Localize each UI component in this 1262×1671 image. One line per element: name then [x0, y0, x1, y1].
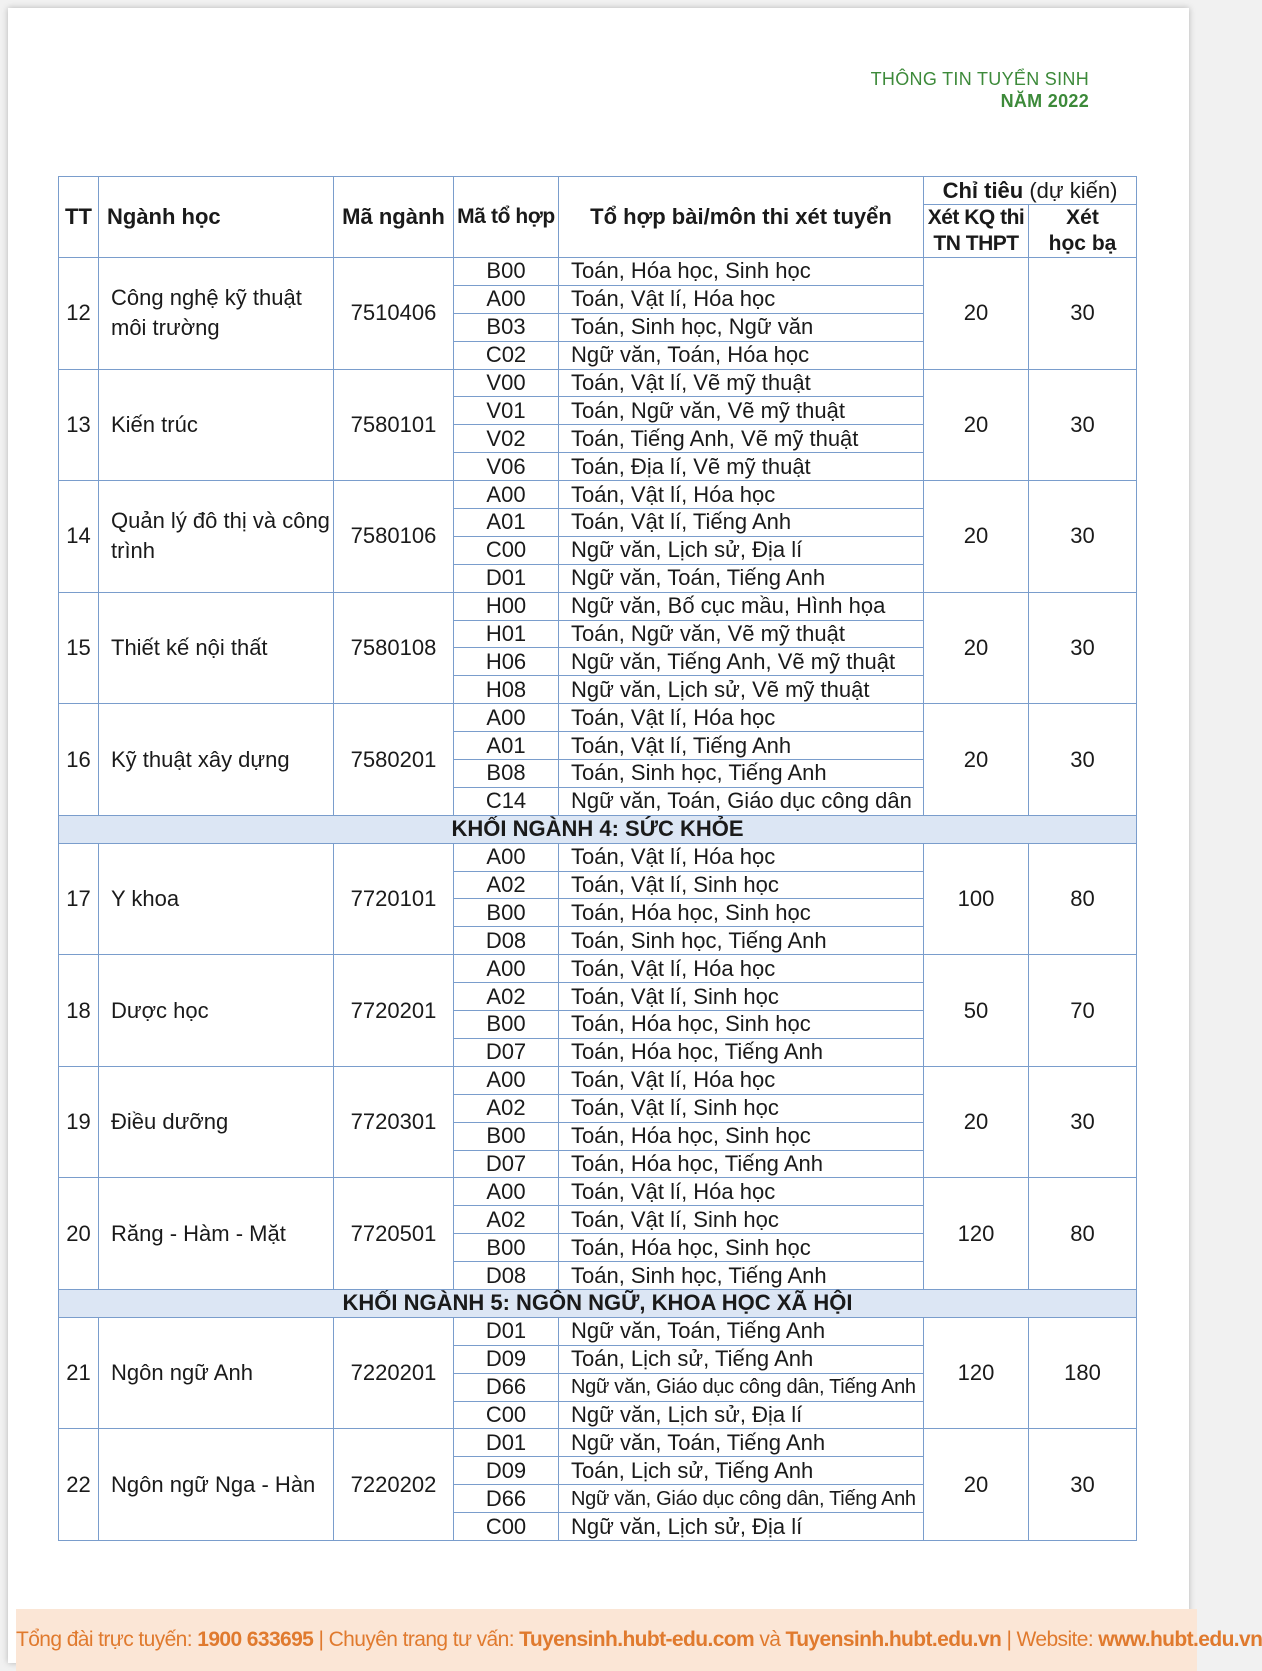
major-name: Điều dưỡng	[99, 1066, 334, 1178]
combo-subjects: Toán, Hóa học, Sinh học	[559, 258, 924, 286]
major-name: Y khoa	[99, 843, 334, 955]
combo-code: C00	[454, 536, 559, 564]
footer-site-1: Tuyensinh.hubt-edu.com	[519, 1628, 755, 1651]
exam-label-line2: TN THPT	[933, 232, 1019, 255]
combo-subjects: Toán, Vật lí, Hóa học	[559, 704, 924, 732]
major-code: 7510406	[334, 258, 454, 370]
combo-code: B00	[454, 899, 559, 927]
table-row	[59, 1178, 1137, 1206]
table-row	[59, 258, 1137, 286]
combo-subjects: Toán, Hóa học, Sinh học	[559, 1234, 924, 1262]
section-title: KHỐI NGÀNH 4: SỨC KHỎE	[59, 815, 1137, 843]
combo-subjects: Ngữ văn, Toán, Tiếng Anh	[559, 564, 924, 592]
table-row	[59, 1066, 1137, 1094]
combo-code: H06	[454, 648, 559, 676]
combo-code: B00	[454, 1011, 559, 1039]
combo-code: C14	[454, 787, 559, 815]
quota-transcript: 30	[1029, 1066, 1137, 1178]
header-title: THÔNG TIN TUYỂN SINH	[870, 69, 1089, 89]
quota-transcript: 30	[1029, 369, 1137, 481]
combo-subjects: Ngữ văn, Giáo dục công dân, Tiếng Anh	[559, 1373, 924, 1401]
major-code: 7220202	[334, 1429, 454, 1541]
quota-exam: 20	[924, 704, 1029, 816]
combo-subjects: Ngữ văn, Tiếng Anh, Vẽ mỹ thuật	[559, 648, 924, 676]
quota-transcript: 30	[1029, 704, 1137, 816]
combo-subjects: Toán, Vật lí, Hóa học	[559, 481, 924, 509]
transcript-label-line2: học bạ	[1048, 232, 1117, 255]
footer-sep: | Chuyên trang tư vấn:	[313, 1628, 520, 1651]
table-row	[59, 1317, 1137, 1345]
quota-exam: 20	[924, 1429, 1029, 1541]
combo-code: V02	[454, 425, 559, 453]
quota-exam: 20	[924, 258, 1029, 370]
combo-code: D08	[454, 1262, 559, 1290]
col-header-exam	[924, 205, 1029, 258]
combo-subjects: Ngữ văn, Lịch sử, Vẽ mỹ thuật	[559, 676, 924, 704]
col-header-quota	[924, 177, 1137, 205]
row-number: 12	[59, 258, 99, 370]
quota-note: (dự kiến)	[1023, 177, 1118, 203]
combo-code: B08	[454, 760, 559, 788]
combo-subjects: Toán, Địa lí, Vẽ mỹ thuật	[559, 453, 924, 481]
combo-code: B00	[454, 1234, 559, 1262]
combo-subjects: Toán, Hóa học, Sinh học	[559, 899, 924, 927]
table-row	[59, 843, 1137, 871]
combo-subjects: Toán, Hóa học, Sinh học	[559, 1122, 924, 1150]
combo-subjects: Toán, Ngữ văn, Vẽ mỹ thuật	[559, 620, 924, 648]
combo-code: A00	[454, 481, 559, 509]
combo-subjects: Toán, Vật lí, Hóa học	[559, 843, 924, 871]
major-name: Kiến trúc	[99, 369, 334, 481]
combo-subjects: Toán, Hóa học, Sinh học	[559, 1011, 924, 1039]
table-row	[59, 704, 1137, 732]
major-name: Ngôn ngữ Anh	[99, 1317, 334, 1429]
quota-transcript: 180	[1029, 1317, 1137, 1429]
major-code: 7580201	[334, 704, 454, 816]
footer-hotline-label: Tổng đài trực tuyến:	[16, 1628, 198, 1651]
row-number: 17	[59, 843, 99, 955]
combo-subjects: Ngữ văn, Lịch sử, Địa lí	[559, 1401, 924, 1429]
col-header-transcript	[1029, 205, 1137, 258]
combo-code: A00	[454, 1178, 559, 1206]
quota-transcript: 30	[1029, 1429, 1137, 1541]
major-code: 7220201	[334, 1317, 454, 1429]
combo-subjects: Toán, Vật lí, Sinh học	[559, 1206, 924, 1234]
combo-subjects: Ngữ văn, Toán, Hóa học	[559, 341, 924, 369]
combo-code: D09	[454, 1345, 559, 1373]
col-header-combo: Mã tổ hợp	[454, 177, 559, 258]
combo-code: A00	[454, 955, 559, 983]
combo-code: D01	[454, 1429, 559, 1457]
combo-code: D07	[454, 1038, 559, 1066]
combo-subjects: Ngữ văn, Giáo dục công dân, Tiếng Anh	[559, 1485, 924, 1513]
row-number: 16	[59, 704, 99, 816]
row-number: 15	[59, 592, 99, 704]
row-number: 20	[59, 1178, 99, 1290]
table-row	[59, 592, 1137, 620]
combo-subjects: Toán, Vật lí, Hóa học	[559, 1178, 924, 1206]
section-row	[59, 815, 1137, 843]
combo-subjects: Toán, Lịch sử, Tiếng Anh	[559, 1457, 924, 1485]
combo-code: A00	[454, 285, 559, 313]
combo-code: D66	[454, 1485, 559, 1513]
combo-subjects: Toán, Vật lí, Hóa học	[559, 955, 924, 983]
row-number: 18	[59, 955, 99, 1067]
combo-subjects: Toán, Vật lí, Sinh học	[559, 871, 924, 899]
combo-subjects: Toán, Ngữ văn, Vẽ mỹ thuật	[559, 397, 924, 425]
row-number: 22	[59, 1429, 99, 1541]
major-code: 7720301	[334, 1066, 454, 1178]
combo-subjects: Ngữ văn, Bố cục mầu, Hình họa	[559, 592, 924, 620]
combo-code: C00	[454, 1401, 559, 1429]
combo-code: A02	[454, 871, 559, 899]
major-name: Dược học	[99, 955, 334, 1067]
combo-subjects: Ngữ văn, Toán, Tiếng Anh	[559, 1317, 924, 1345]
transcript-label-line1: Xét	[1066, 206, 1099, 229]
combo-code: D09	[454, 1457, 559, 1485]
combo-subjects: Ngữ văn, Lịch sử, Địa lí	[559, 536, 924, 564]
combo-code: A00	[454, 704, 559, 732]
footer-sep-2: | Website:	[1001, 1628, 1099, 1651]
row-number: 14	[59, 481, 99, 593]
footer-website: www.hubt.edu.vn	[1098, 1628, 1262, 1651]
quota-exam: 20	[924, 369, 1029, 481]
quota-exam: 120	[924, 1317, 1029, 1429]
combo-code: C00	[454, 1513, 559, 1541]
quota-transcript: 80	[1029, 843, 1137, 955]
combo-code: A00	[454, 843, 559, 871]
combo-code: V01	[454, 397, 559, 425]
page-footer	[16, 1609, 1262, 1671]
table-body	[59, 258, 1137, 1541]
major-name: Kỹ thuật xây dựng	[99, 704, 334, 816]
combo-code: B03	[454, 313, 559, 341]
combo-code: C02	[454, 341, 559, 369]
col-header-code: Mã ngành	[334, 177, 454, 258]
combo-code: A01	[454, 732, 559, 760]
combo-code: H00	[454, 592, 559, 620]
section-row	[59, 1289, 1137, 1317]
combo-code: H01	[454, 620, 559, 648]
quota-transcript: 30	[1029, 258, 1137, 370]
quota-transcript: 30	[1029, 592, 1137, 704]
footer-and: và	[754, 1628, 786, 1651]
section-title: KHỐI NGÀNH 5: NGÔN NGỮ, KHOA HỌC XÃ HỘI	[59, 1289, 1137, 1317]
combo-code: D08	[454, 927, 559, 955]
combo-code: D66	[454, 1373, 559, 1401]
major-code: 7580101	[334, 369, 454, 481]
combo-code: V06	[454, 453, 559, 481]
combo-subjects: Toán, Hóa học, Tiếng Anh	[559, 1150, 924, 1178]
combo-subjects: Toán, Hóa học, Tiếng Anh	[559, 1038, 924, 1066]
combo-subjects: Toán, Sinh học, Ngữ văn	[559, 313, 924, 341]
major-name: Ngôn ngữ Nga - Hàn	[99, 1429, 334, 1541]
combo-subjects: Toán, Sinh học, Tiếng Anh	[559, 927, 924, 955]
col-header-subjects: Tổ hợp bài/môn thi xét tuyển	[559, 177, 924, 258]
combo-subjects: Toán, Vật lí, Hóa học	[559, 1066, 924, 1094]
table-row	[59, 369, 1137, 397]
major-name: Công nghệ kỹ thuật môi trường	[99, 258, 334, 370]
combo-code: A01	[454, 509, 559, 537]
quota-exam: 50	[924, 955, 1029, 1067]
document-page	[8, 8, 1262, 1663]
combo-subjects: Ngữ văn, Lịch sử, Địa lí	[559, 1513, 924, 1541]
quota-exam: 20	[924, 592, 1029, 704]
major-code: 7580106	[334, 481, 454, 593]
combo-subjects: Toán, Sinh học, Tiếng Anh	[559, 1262, 924, 1290]
admission-table	[58, 176, 1137, 1541]
combo-code: B00	[454, 258, 559, 286]
combo-subjects: Toán, Vật lí, Tiếng Anh	[559, 732, 924, 760]
combo-subjects: Toán, Vật lí, Vẽ mỹ thuật	[559, 369, 924, 397]
quota-transcript: 80	[1029, 1178, 1137, 1290]
table-row	[59, 955, 1137, 983]
major-code: 7720101	[334, 843, 454, 955]
combo-code: H08	[454, 676, 559, 704]
major-name: Quản lý đô thị và công trình	[99, 481, 334, 593]
combo-subjects: Toán, Vật lí, Sinh học	[559, 983, 924, 1011]
quota-transcript: 30	[1029, 481, 1137, 593]
table-row	[59, 1429, 1137, 1457]
row-number: 13	[59, 369, 99, 481]
combo-code: D07	[454, 1150, 559, 1178]
combo-code: D01	[454, 1317, 559, 1345]
header-year: NĂM 2022	[1000, 91, 1089, 111]
combo-subjects: Toán, Vật lí, Sinh học	[559, 1094, 924, 1122]
combo-code: D01	[454, 564, 559, 592]
combo-code: B00	[454, 1122, 559, 1150]
major-code: 7580108	[334, 592, 454, 704]
combo-code: A00	[454, 1066, 559, 1094]
major-code: 7720501	[334, 1178, 454, 1290]
major-name: Răng - Hàm - Mặt	[99, 1178, 334, 1290]
combo-subjects: Toán, Vật lí, Hóa học	[559, 285, 924, 313]
table-row	[59, 481, 1137, 509]
col-header-tt: TT	[59, 177, 99, 258]
quota-exam: 120	[924, 1178, 1029, 1290]
combo-subjects: Toán, Lịch sử, Tiếng Anh	[559, 1345, 924, 1373]
combo-code: A02	[454, 983, 559, 1011]
quota-label: Chỉ tiêu	[942, 177, 1024, 203]
page-header	[871, 68, 1089, 112]
major-code: 7720201	[334, 955, 454, 1067]
col-header-major: Ngành học	[99, 177, 334, 258]
footer-site-2: Tuyensinh.hubt.edu.vn	[785, 1628, 1002, 1651]
quota-exam: 20	[924, 481, 1029, 593]
combo-code: A02	[454, 1206, 559, 1234]
combo-code: A02	[454, 1094, 559, 1122]
combo-subjects: Ngữ văn, Toán, Giáo dục công dân	[559, 787, 924, 815]
footer-hotline: 1900 633695	[197, 1628, 314, 1651]
combo-code: V00	[454, 369, 559, 397]
combo-subjects: Toán, Tiếng Anh, Vẽ mỹ thuật	[559, 425, 924, 453]
quota-exam: 100	[924, 843, 1029, 955]
quota-exam: 20	[924, 1066, 1029, 1178]
quota-transcript: 70	[1029, 955, 1137, 1067]
major-name: Thiết kế nội thất	[99, 592, 334, 704]
row-number: 19	[59, 1066, 99, 1178]
row-number: 21	[59, 1317, 99, 1429]
exam-label-line1: Xét KQ thi	[927, 206, 1025, 229]
combo-subjects: Toán, Sinh học, Tiếng Anh	[559, 760, 924, 788]
combo-subjects: Ngữ văn, Toán, Tiếng Anh	[559, 1429, 924, 1457]
combo-subjects: Toán, Vật lí, Tiếng Anh	[559, 509, 924, 537]
